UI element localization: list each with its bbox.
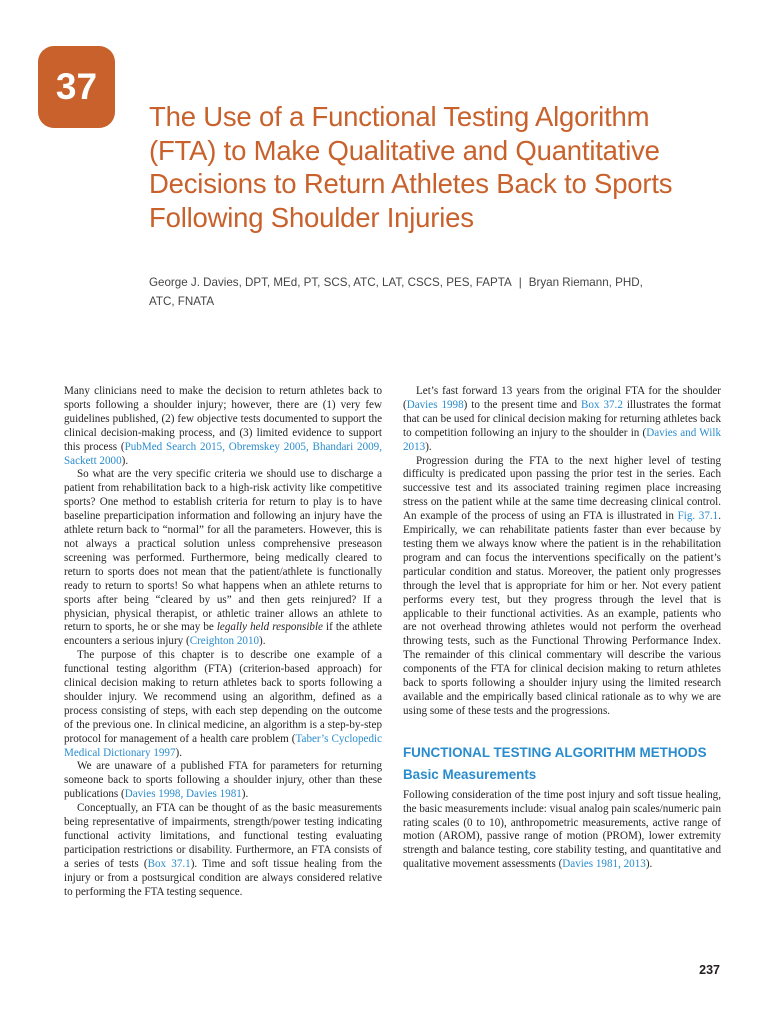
body-paragraph	[64, 385, 382, 468]
body-paragraph	[403, 789, 721, 872]
paragraph-text: Progression during the FTA to the next higher level of testing difficulty is predicated upon passing the prior test in the series. Each successive test and its associated training regimen place increasing stress on the patient while at the same time decreasing clinical control. An example of the process of using an FTA is illustrated in	[403, 454, 721, 523]
citation-link[interactable]: Box 37.1	[147, 857, 191, 870]
page-number: 237	[699, 963, 720, 977]
box-reference-link[interactable]: Box 37.2	[581, 398, 623, 411]
citation-link[interactable]: Davies 1998	[406, 398, 464, 411]
paragraph-text: ).	[259, 635, 266, 648]
paragraph-text: ).	[645, 858, 653, 871]
paragraph-text: ). Time and soft tissue healing from the injury or from a postsurgical condition are always considered relative to performing the FTA testing sequence.	[64, 857, 383, 898]
figure-reference-link[interactable]: Fig. 37.1	[677, 510, 719, 523]
body-paragraph	[64, 468, 382, 649]
right-column	[403, 385, 721, 872]
paragraph-text: ).	[425, 440, 432, 453]
emphasis-text: legally held responsible	[216, 621, 323, 634]
paragraph-text: illustrates the format that can be used for clinical decision making for returning athletes back to competition following an injury to the shoulder in (	[403, 398, 721, 439]
citation-link[interactable]: Taber’s Cyclopedic Medical Dictionary 1997	[64, 732, 383, 759]
body-paragraph	[403, 385, 721, 455]
citation-link[interactable]: Davies 1981, 2013	[562, 858, 646, 871]
citation-link[interactable]: Davies 1998, Davies 1981	[124, 788, 242, 801]
paragraph-text: ).	[121, 454, 129, 467]
chapter-title: The Use of a Functional Testing Algorithm (FTA) to Make Qualitative and Quantitative Decisions to Return Athletes Back to Sports Following Shoulder Injuries	[149, 101, 673, 233]
subsection-heading: Basic Measurements	[403, 766, 537, 782]
paragraph-text: Conceptually, an FTA can be thought of as the basic measurements being representative of impairments, strength/power testing indicating functional activity limitations, and functional testing evaluating participation restrictions or disability. Furthermore, an FTA consists of a series of tests (	[64, 802, 382, 870]
paragraph-text: . Empirically, we can rehabilitate patients faster than ever because by testing them we always know where the patient is in the rehabilitation program and can focus the interventions specifically on the patient’s particular condition and status. Moreover, the patient only progresses through the level that is appropriate for him or her. Not every patient performs every test, but they progress through the level that is applicable to their functional activities. As an example, patients who are not overhead throwing athletes would not perform the overhead throwing tests, such as the Functional Throwing Performance Index. The remainder of this clinical commentary will describe the various components of the FTA for clinical decision making to return athletes back to sports following a shoulder injury using the limited research available and the empirically based clinical rationale as to why we are using some of these tests and the progressions.	[403, 510, 721, 717]
paragraph-text: ) to the present time and	[463, 398, 582, 411]
paragraph-text: Following consideration of the time post injury and soft tissue healing, the basic measurements include: visual analog pain scales/numeric pain rating scales (0 to 10), anthropometric measurements, active range of motion (AROM), passive range of motion (PROM), lower extremity strength and balance testing, core stability testing, and quantitative and qualitative movement assessments (	[403, 788, 721, 871]
body-paragraph	[64, 760, 382, 802]
paragraph-text: So what are the very specific criteria we should use to discharge a patient from rehabilitation back to a high-risk activity like competitive sports? One method to establish criteria for return to play is to have baseline preparticipation information and following an injury have the athlete return back to “normal” for all the parameters. However, this is not always a practical solution unless comprehensive preseason screening was performed. Furthermore, being medically cleared to return to sports does not mean that the patient/athlete is functionally ready to return to sports! So what happens when an athlete returns to sports after being “cleared by us” and then gets reinjured? If a physician, physical therapist, or athletic trainer allows an athlete to return to sports, he or she may be	[64, 468, 382, 634]
body-paragraph	[64, 802, 382, 899]
body-paragraph	[403, 455, 721, 719]
paragraph-text: Many clinicians need to make the decision to return athletes back to sports following a shoulder injury; however, there are (1) very few guidelines published, (2) few objective tests documented to support the clinical decision-making process, and (3) limited evidence to support this process (	[64, 385, 382, 453]
left-column	[64, 385, 382, 900]
paragraph-text: We are unaware of a published FTA for parameters for returning someone back to sports following a shoulder injury, other than these publications (	[64, 760, 382, 801]
paragraph-text: if the athlete encounters a serious injury (	[64, 621, 383, 648]
author-line	[149, 274, 669, 311]
citation-link[interactable]: Davies and Wilk 2013	[403, 426, 721, 453]
body-paragraph	[64, 649, 382, 760]
citation-link[interactable]: Creighton 2010	[189, 635, 260, 648]
paragraph-text: ).	[175, 746, 182, 759]
paragraph-text: The purpose of this chapter is to describe one example of a functional testing algorithm (FTA) (criterion-based approach) for clinical decision making to return athletes back to sports following a shoulder injury. We recommend using an algorithm, defined as a process consisting of steps, with each step depending on the outcome of the previous one. In clinical medicine, an algorithm is a step-by-step protocol for management of a health care problem (	[64, 649, 382, 745]
citation-link[interactable]: PubMed Search 2015, Obremskey 2005, Bhandari 2009, Sackett 2000	[64, 440, 382, 467]
author-second: Bryan Riemann, PHD, ATC, FNATA	[149, 276, 643, 308]
author-first: George J. Davies, DPT, MEd, PT, SCS, ATC, LAT, CSCS, PES, FAPTA	[149, 276, 512, 289]
paragraph-text: Let’s fast forward 13 years from the original FTA for the shoulder (	[403, 385, 721, 411]
section-heading: FUNCTIONAL TESTING ALGORITHM METHODS	[403, 744, 707, 760]
author-separator: |	[518, 276, 522, 289]
chapter-number-badge: 37	[38, 46, 115, 128]
paragraph-text: ).	[241, 788, 249, 801]
